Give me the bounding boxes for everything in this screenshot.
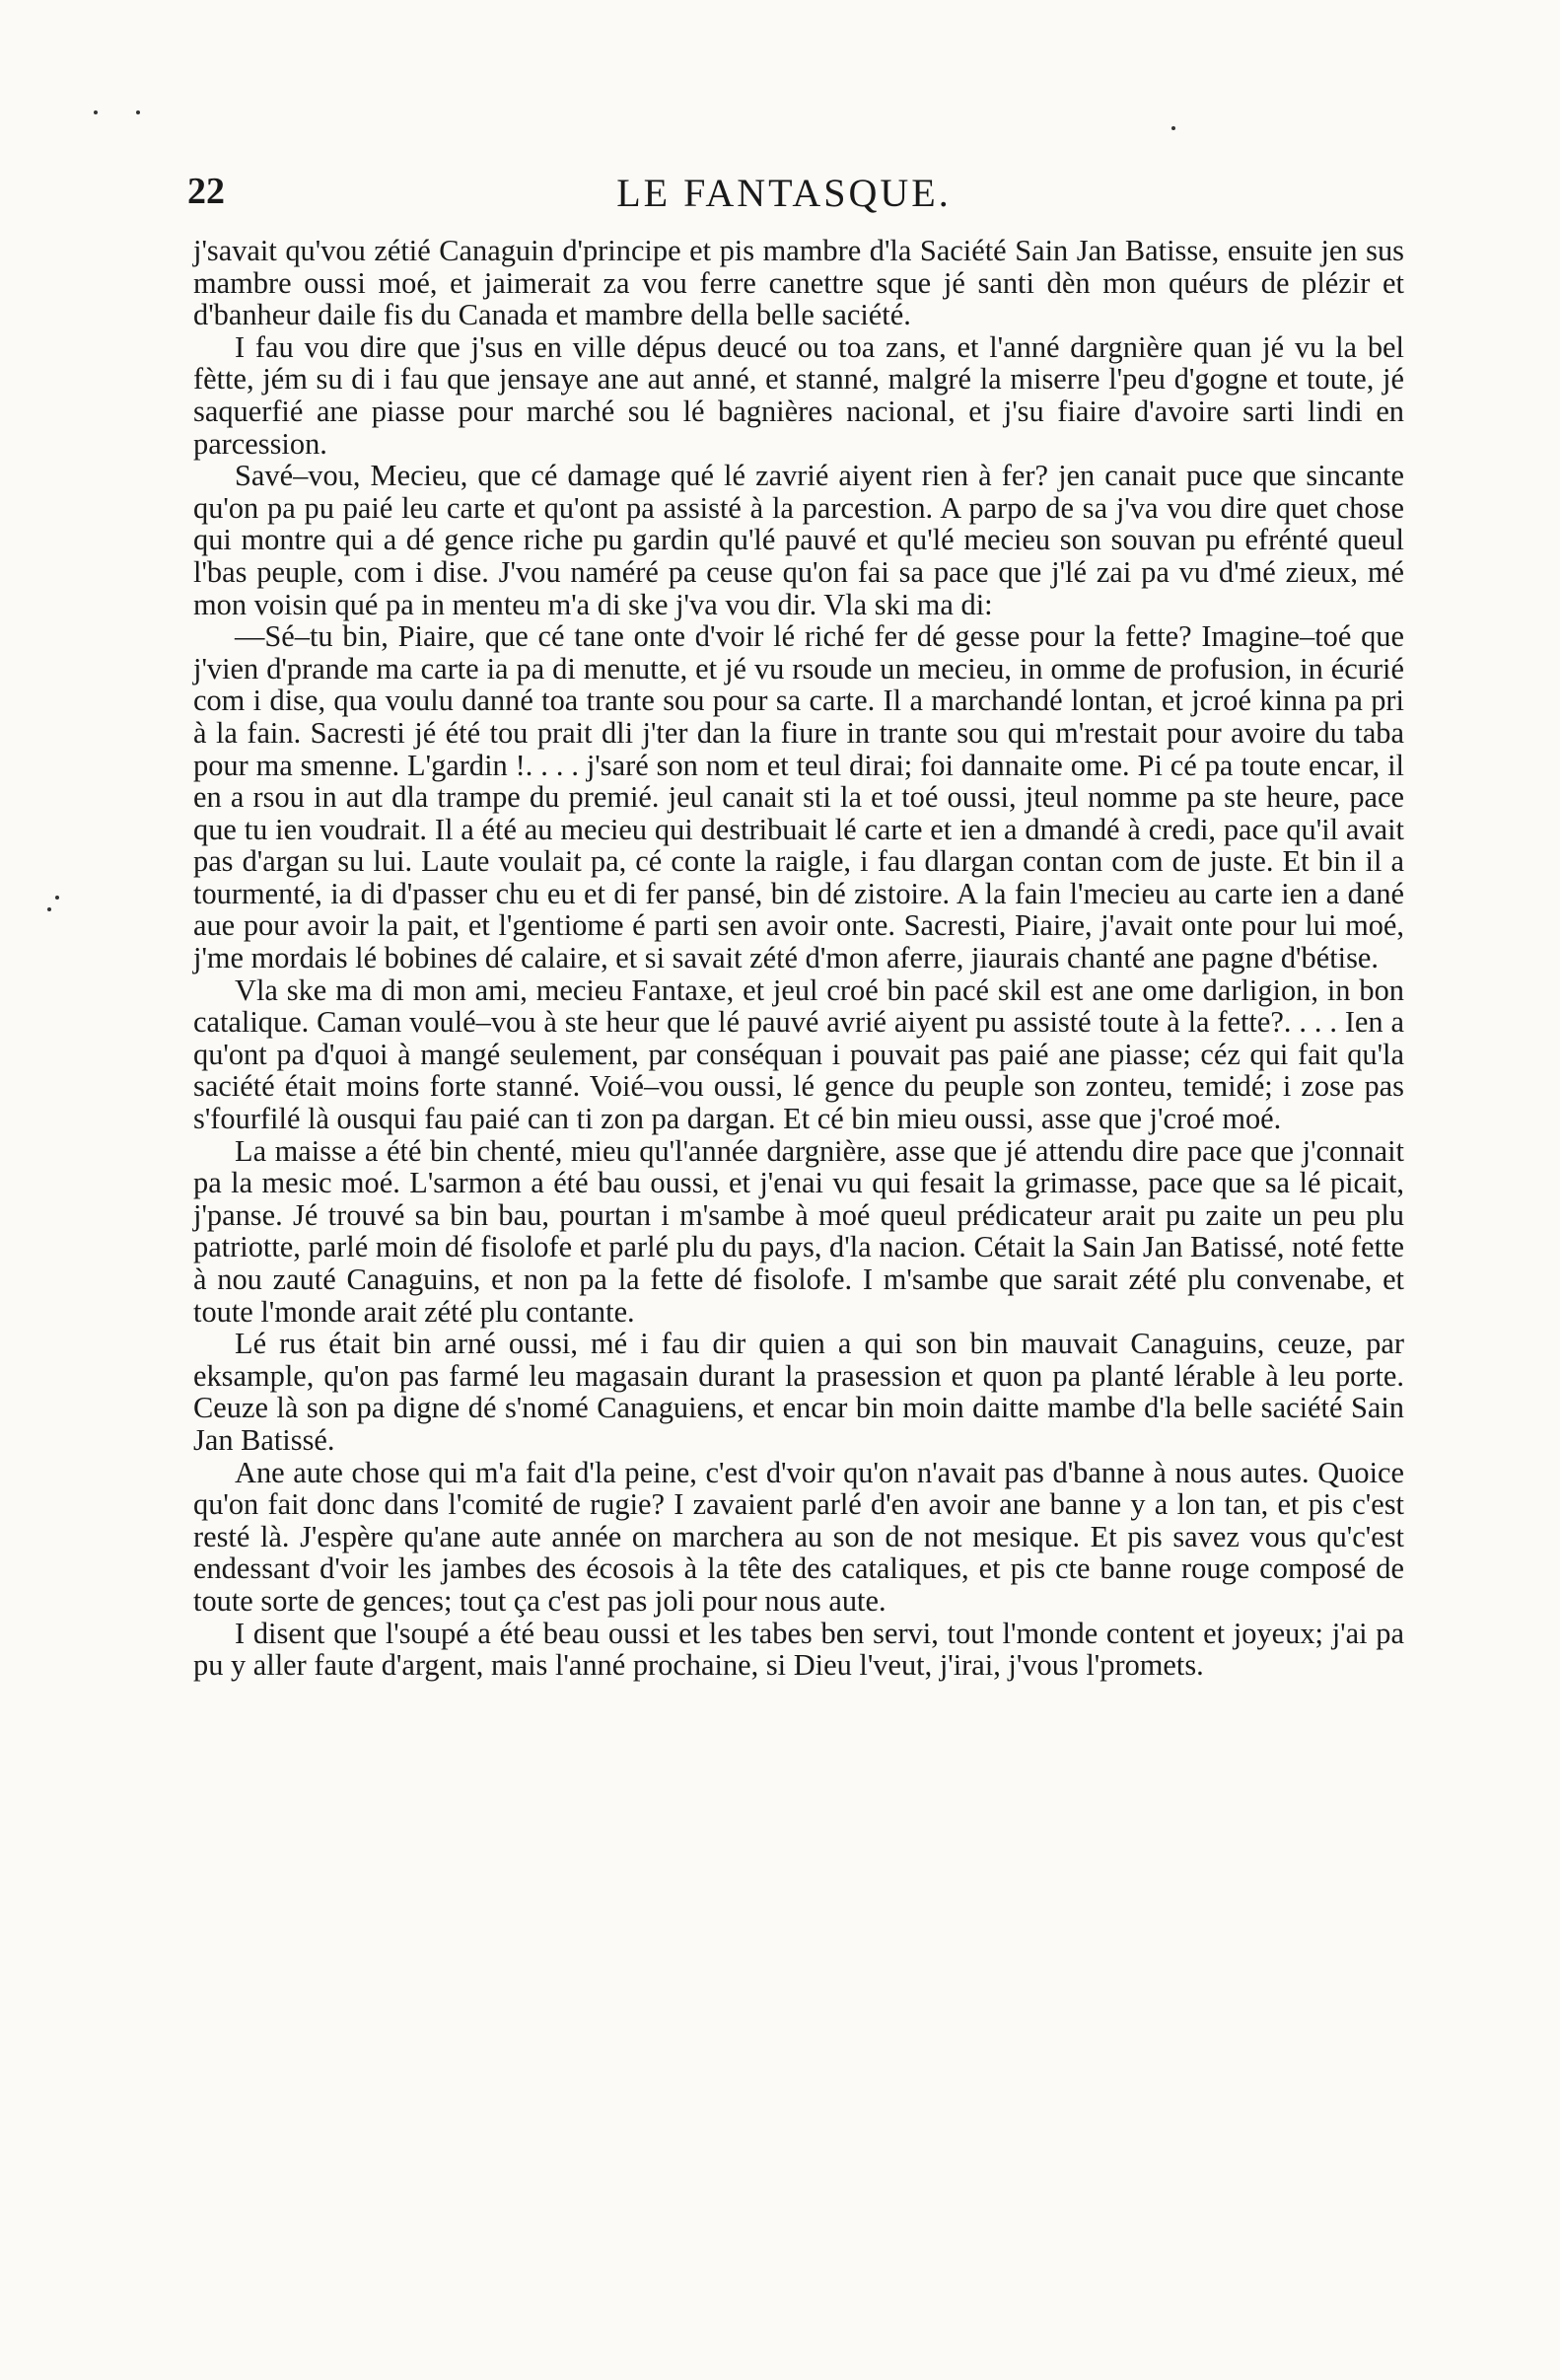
ink-speck xyxy=(55,896,59,900)
body-text xyxy=(193,235,1404,1682)
ink-speck xyxy=(47,907,51,911)
paragraph: I disent que l'soupé a été beau oussi et les tabes ben servi, tout l'monde content et joyeux; j'ai pa pu y aller faute d'argent, mais l'anné prochaine, si Dieu l'veut, j'irai, j'vous l'promets. xyxy=(193,1616,1404,1683)
paragraph: j'savait qu'vou zétié Canaguin d'principe et pis mambre d'la Saciété Sain Jan Batisse, ensuite jen sus mambre oussi moé, et jaimerait za vou ferre canettre sque jé santi dèn mon quéurs de plézir et d'banheur daile fis du Canada et mambre della belle saciété. xyxy=(193,234,1404,332)
paragraph: —Sé–tu bin, Piaire, que cé tane onte d'voir lé riché fer dé gesse pour la fette? Imagine–toé que j'vien d'prande ma carte ia pa di menutte, et jé vu rsoude un mecieu, in omme de profusion, in écurié com i dise, qua voulu danné toa trante sou pour sa carte. Il a marchandé lontan, et jcroé kinna pa pri à la fain. Sacresti jé été tou prait dli j'ter dan la fiure in trante sou qui m'restait pour avoire du taba pour ma smenne. L'gardin !. . . . j'saré son nom et teul dirai; foi dannaite ome. Pi cé pa toute encar, il en a rsou in aut dla trampe du premié. jeul canait sti la et toé oussi, jteul nomme pa ste heure, pace que tu ien voudrait. Il a été au mecieu qui destribuait lé carte et ien a dmandé à credi, pace qu'il avait pas d'argan su lui. Laute voulait pa, cé conte la raigle, i fau dlargan contan com de juste. Et bin il a tourmenté, ia di d'passer chu eu et di fer pansé, bin dé zistoire. A la fain l'mecieu au carte ien a dané aue pour avoir la pait, et l'gentiome é parti sen avoir onte. Sacresti, Piaire, j'avait onte pour lui moé, j'me mordais lé bobines dé calaire, et si savait zété d'mon aferre, jiaurais chanté ane pagne d'bétise. xyxy=(193,619,1404,975)
running-title: LE FANTASQUE. xyxy=(616,171,952,215)
page-header xyxy=(187,170,1381,229)
ink-speck xyxy=(1171,126,1175,130)
paragraph: I fau vou dire que j'sus en ville dépus deucé ou toa zans, et l'anné dargnière quan jé vu la bel fètte, jém su di i fau que jensaye ane aut anné, et stanné, malgré la miserre l'peu d'gogne et toute, jé saquerfié ane piasse pour marché sou lé bagnières nacional, et j'su fiaire d'avoire sarti lindi en parcession. xyxy=(193,329,1404,461)
page-number: 22 xyxy=(187,171,225,212)
paragraph: Vla ske ma di mon ami, mecieu Fantaxe, et jeul croé bin pacé skil est ane ome darligion, in bon catalique. Caman voulé–vou à ste heur que lé pauvé avrié aiyent pu assisté toute à la fette?. . . . Ien a qu'ont pa d'quoi à mangé seulement, par conséquan i pouvait pas paié ane piasse; céz qui fait qu'la saciété était moins forte stanné. Voié–vou oussi, lé gence du peuple son zonteu, temidé; i zose pas s'fourfilé là ousqui fau paié can ti zon pa dargan. Et cé bin mieu oussi, asse que j'croé moé. xyxy=(193,973,1404,1136)
paragraph: Ane aute chose qui m'a fait d'la peine, c'est d'voir qu'on n'avait pas d'banne à nous autes. Quoice qu'on fait donc dans l'comité de rugie? I zavaient parlé d'en avoir ane banne y a lon tan, et pis c'est resté là. J'espère qu'ane aute année on marchera au son de not mesique. Et pis savez vous qu'c'est endessant d'voir les jambes des écosois à la tête des cataliques, et pis cte banne rouge composé de toute sorte de gences; tout ça c'est pas joli pour nous aute. xyxy=(193,1455,1404,1618)
ink-speck xyxy=(136,110,140,114)
paragraph: La maisse a été bin chenté, mieu qu'l'année dargnière, asse que jé attendu dire pace que j'connait pa la mesic moé. L'sarmon a été bau oussi, et j'enai vu qui fesait la grimasse, pace que sa lé picait, j'panse. Jé trouvé sa bin bau, pourtan i m'sambe à moé queul prédicateur arait pu zaite un peu plu patriotte, parlé moin dé fisolofe et parlé plu du pays, d'la nacion. Cétait la Sain Jan Batissé, noté fette à nou zauté Canaguins, et non pa la fette dé fisolofe. I m'sambe que sarait zété plu convenabe, et toute l'monde arait zété plu contante. xyxy=(193,1133,1404,1329)
paragraph: Savé–vou, Mecieu, que cé damage qué lé zavrié aiyent rien à fer? jen canait puce que sincante qu'on pa pu paié leu carte et qu'ont pa assisté à la parcestion. A parpo de sa j'va vou dire quet chose qui montre qui a dé gence riche pu gardin qu'lé pauvé et qu'lé mecieu son souvan pu efrénté queul l'bas peuple, com i dise. J'vou naméré pa ceuse qu'on fai sa pace que j'lé zai pa vu d'mé zieux, mé mon voisin qué pa in menteu m'a di ske j'va vou dir. Vla ski ma di: xyxy=(193,459,1404,621)
ink-speck xyxy=(94,110,98,114)
paragraph: Lé rus était bin arné oussi, mé i fau dir quien a qui son bin mauvait Canaguins, ceuze, par eksample, qu'on pas farmé leu magasain durant la prasession et quon pa planté lérable à leu porte. Ceuze là son pa digne dé s'nomé Canaguiens, et encar bin moin daitte mambe d'la belle saciété Sain Jan Batissé. xyxy=(193,1327,1404,1457)
